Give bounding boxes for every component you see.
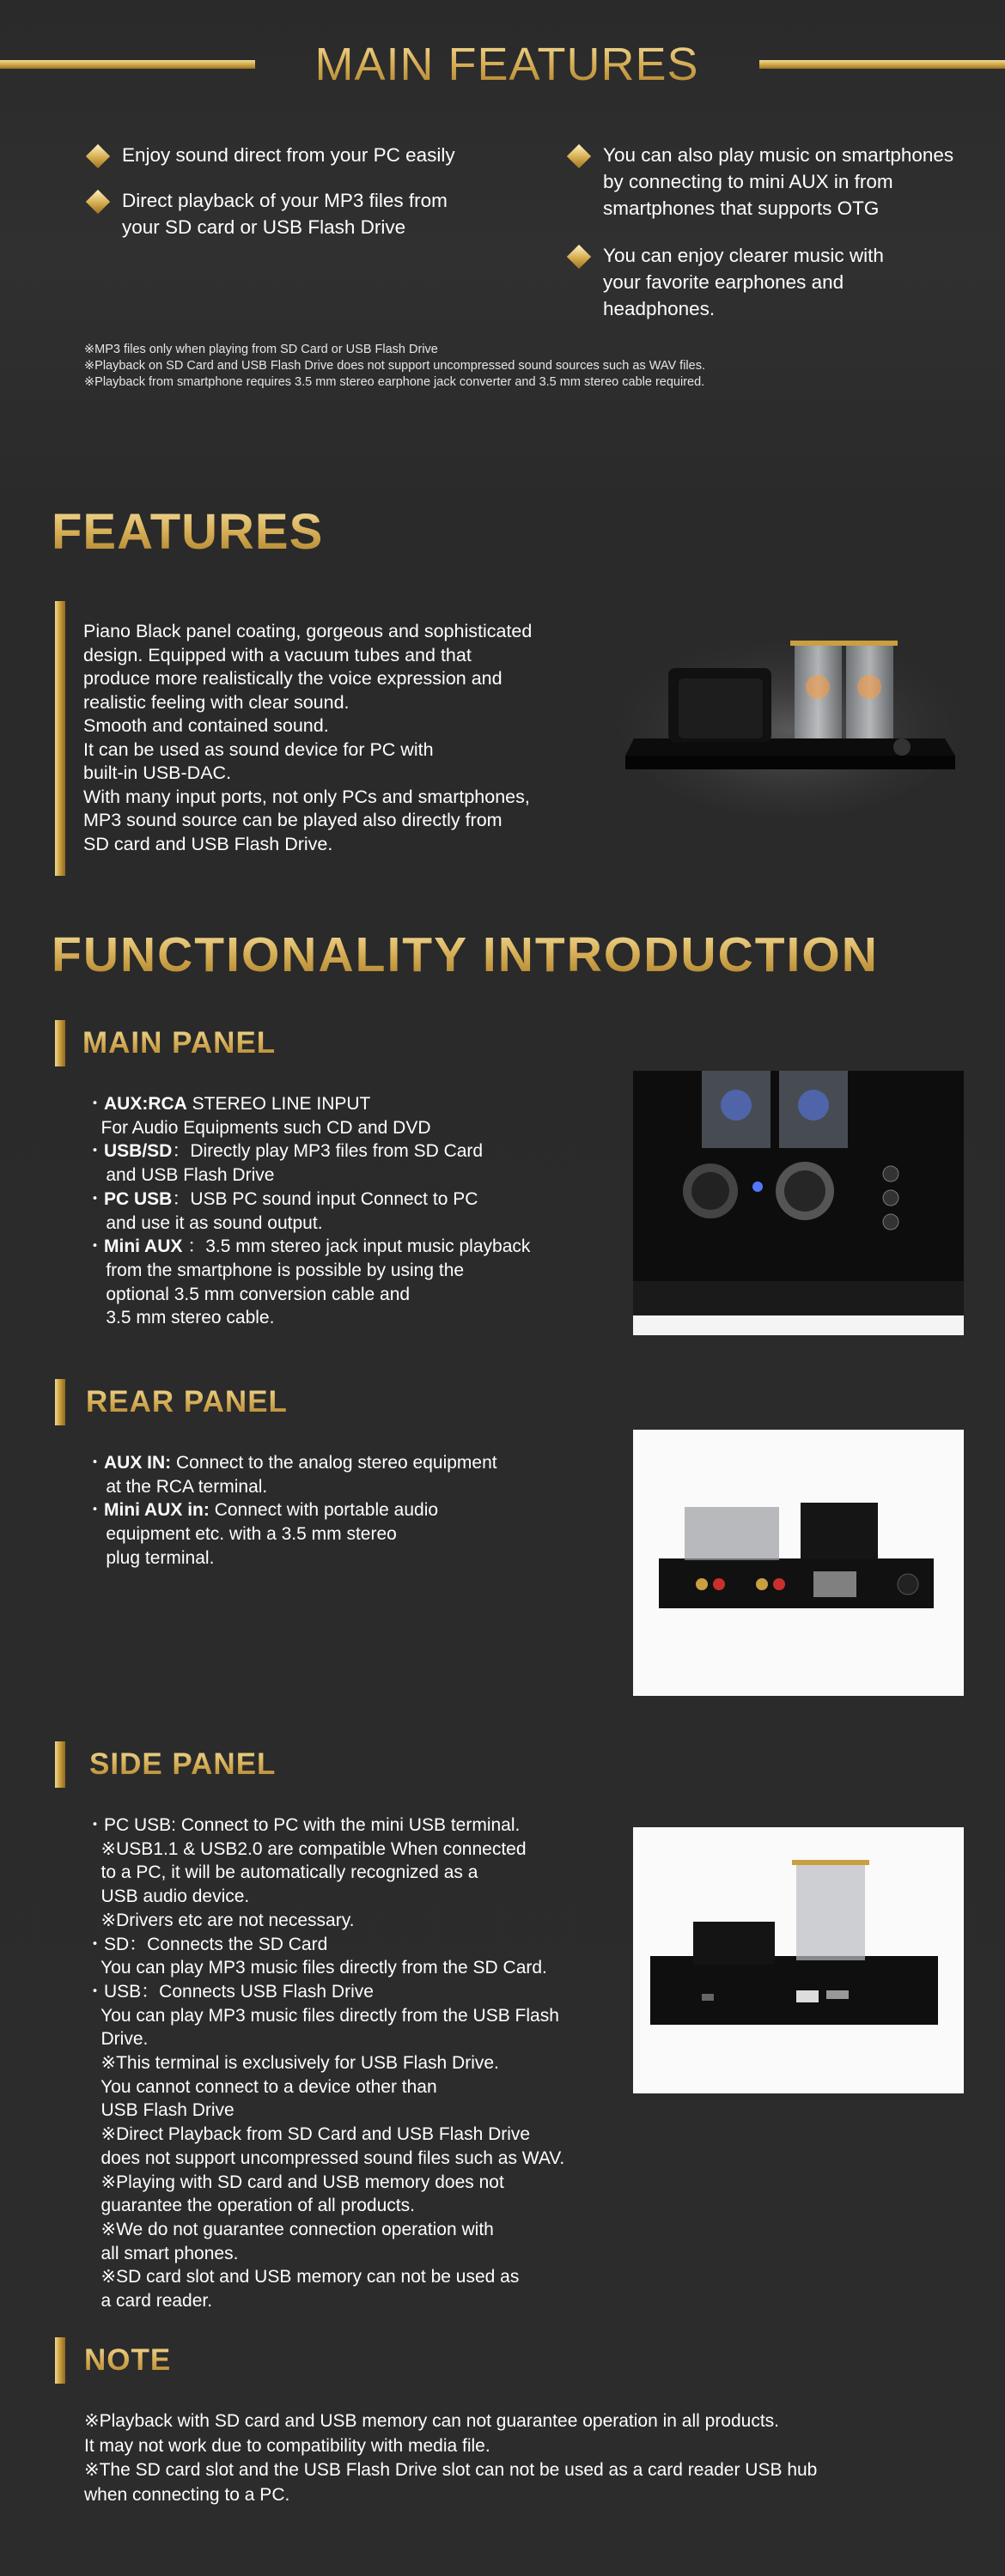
- side-panel-description: [86, 1814, 636, 2313]
- text-line: when connecting to a PC.: [84, 2484, 290, 2505]
- text-line: at the RCA terminal.: [86, 1476, 268, 1497]
- text-line: You can play MP3 music files directly from the SD Card.: [86, 1958, 547, 1978]
- main-features-title: MAIN FEATURES: [283, 36, 730, 93]
- gold-accent-bar: [55, 601, 65, 876]
- text-line: equipment etc. with a 3.5 mm stereo: [86, 1524, 397, 1545]
- main-panel-image: [633, 1071, 964, 1335]
- main-features-right-list: [567, 142, 1005, 322]
- text-line: Piano Black panel coating, gorgeous and sophisticated: [83, 621, 533, 641]
- gold-accent-bar: [55, 1020, 65, 1066]
- gold-accent-bar: [55, 1379, 65, 1425]
- gold-accent-bar: [55, 1741, 65, 1788]
- text-line: does not support uncompressed sound files such as WAV.: [86, 2148, 565, 2168]
- footnote: ※MP3 files only when playing from SD Card or USB Flash Drive: [84, 343, 438, 356]
- feature-item: [567, 142, 1005, 222]
- feature-item: [86, 142, 550, 168]
- diamond-bullet-icon: [86, 144, 110, 168]
- side-panel-title: SIDE PANEL: [89, 1745, 276, 1784]
- diamond-bullet-icon: [567, 245, 591, 269]
- text-line: ・Mini AUX in: Connect with portable audio: [86, 1500, 439, 1521]
- text-line: ※Direct Playback from SD Card and USB Flash Drive: [86, 2124, 531, 2145]
- text-line: ・USB/SD：Directly play MP3 files from SD Card: [86, 1141, 484, 1162]
- text-line: built-in USB-DAC.: [83, 762, 232, 783]
- text-line: ・PC USB: Connect to PC with the mini USB terminal.: [86, 1815, 521, 1835]
- text-line: ※Drivers etc are not necessary.: [86, 1910, 355, 1930]
- main-features-notes: [84, 342, 978, 391]
- functionality-title: FUNCTIONALITY INTRODUCTION: [52, 927, 879, 982]
- feature-item: [567, 242, 1005, 322]
- footnote: ※Playback on SD Card and USB Flash Drive does not support uncompressed sound sources such as WAV files.: [84, 359, 705, 373]
- text-line: ・USB：Connects USB Flash Drive: [86, 1981, 374, 2002]
- feature-text: You can enjoy clearer music with your favorite earphones and headphones.: [603, 245, 884, 319]
- text-line: ※We do not guarantee connection operation with: [86, 2219, 494, 2239]
- rear-panel-description: [86, 1451, 618, 1571]
- text-line: Drive.: [86, 2029, 149, 2050]
- main-panel-title: MAIN PANEL: [82, 1024, 276, 1063]
- text-line: With many input ports, not only PCs and smartphones,: [83, 786, 530, 807]
- text-line: produce more realistically the voice expression and: [83, 668, 502, 689]
- features-title: FEATURES: [52, 502, 323, 562]
- text-line: to a PC, it will be automatically recognized as a: [86, 1862, 478, 1883]
- note-title: NOTE: [84, 2341, 171, 2380]
- text-line: design. Equipped with a vacuum tubes and that: [83, 644, 472, 665]
- text-line: ※This terminal is exclusively for USB Flash Drive.: [86, 2053, 499, 2074]
- footnote: ※Playback from smartphone requires 3.5 mm stereo earphone jack converter and 3.5 mm stereo cable required.: [84, 375, 705, 389]
- gold-divider-right: [759, 60, 1005, 69]
- text-line: a card reader.: [86, 2291, 213, 2312]
- feature-text: Direct playback of your MP3 files from your SD card or USB Flash Drive: [122, 190, 448, 238]
- text-line: ※The SD card slot and the USB Flash Drive slot can not be used as a card reader USB hub: [84, 2460, 818, 2480]
- text-line: ・PC USB：USB PC sound input Connect to PC: [86, 1188, 478, 1209]
- main-panel-description: [86, 1092, 618, 1330]
- diamond-bullet-icon: [86, 190, 110, 214]
- text-line: ・AUX:RCA STEREO LINE INPUT: [86, 1094, 371, 1114]
- text-line: USB Flash Drive: [86, 2100, 234, 2121]
- text-line: optional 3.5 mm conversion cable and: [86, 1284, 411, 1304]
- text-line: 3.5 mm stereo cable.: [86, 1308, 275, 1328]
- text-line: SD card and USB Flash Drive.: [83, 833, 333, 854]
- gold-divider-left: [0, 60, 255, 69]
- diamond-bullet-icon: [567, 144, 591, 168]
- feature-text: Enjoy sound direct from your PC easily: [122, 144, 455, 166]
- gold-accent-bar: [55, 2337, 65, 2384]
- text-line: ※Playback with SD card and USB memory can not guarantee operation in all products.: [84, 2411, 780, 2431]
- text-line: ・SD：Connects the SD Card: [86, 1934, 328, 1954]
- text-line: It may not work due to compatibility with media file.: [84, 2435, 490, 2456]
- text-line: For Audio Equipments such CD and DVD: [86, 1117, 431, 1138]
- rear-panel-image: [633, 1430, 964, 1696]
- text-line: ・Mini AUX ：3.5 mm stereo jack input music playback: [86, 1236, 531, 1257]
- text-line: realistic feeling with clear sound.: [83, 691, 350, 713]
- text-line: ※Playing with SD card and USB memory does not: [86, 2172, 504, 2192]
- text-line: ※SD card slot and USB memory can not be used as: [86, 2267, 520, 2287]
- features-description: [83, 620, 616, 856]
- text-line: ※USB1.1 & USB2.0 are compatible When connected: [86, 1838, 527, 1859]
- text-line: You can play MP3 music files directly from the USB Flash: [86, 2005, 559, 2026]
- side-panel-image: [633, 1827, 964, 2093]
- text-line: guarantee the operation of all products.: [86, 2196, 415, 2216]
- text-line: MP3 sound source can be played also directly from: [83, 810, 502, 830]
- text-line: and USB Flash Drive: [86, 1165, 275, 1186]
- feature-text: You can also play music on smartphones by connecting to mini AUX in from smartphones that supports OTG: [603, 144, 954, 219]
- rear-panel-title: REAR PANEL: [86, 1382, 288, 1422]
- feature-item: [86, 187, 550, 240]
- text-line: and use it as sound output.: [86, 1212, 323, 1233]
- text-line: It can be used as sound device for PC with: [83, 738, 434, 760]
- note-description: [84, 2409, 986, 2507]
- text-line: all smart phones.: [86, 2243, 239, 2263]
- text-line: from the smartphone is possible by using the: [86, 1260, 465, 1280]
- text-line: Smooth and contained sound.: [83, 715, 329, 736]
- text-line: USB audio device.: [86, 1886, 250, 1907]
- text-line: plug terminal.: [86, 1547, 215, 1568]
- text-line: You cannot connect to a device other than: [86, 2076, 437, 2097]
- text-line: ・AUX IN: Connect to the analog stereo equipment: [86, 1453, 497, 1473]
- hero-product-image: [618, 601, 962, 816]
- main-features-left-list: [86, 142, 550, 240]
